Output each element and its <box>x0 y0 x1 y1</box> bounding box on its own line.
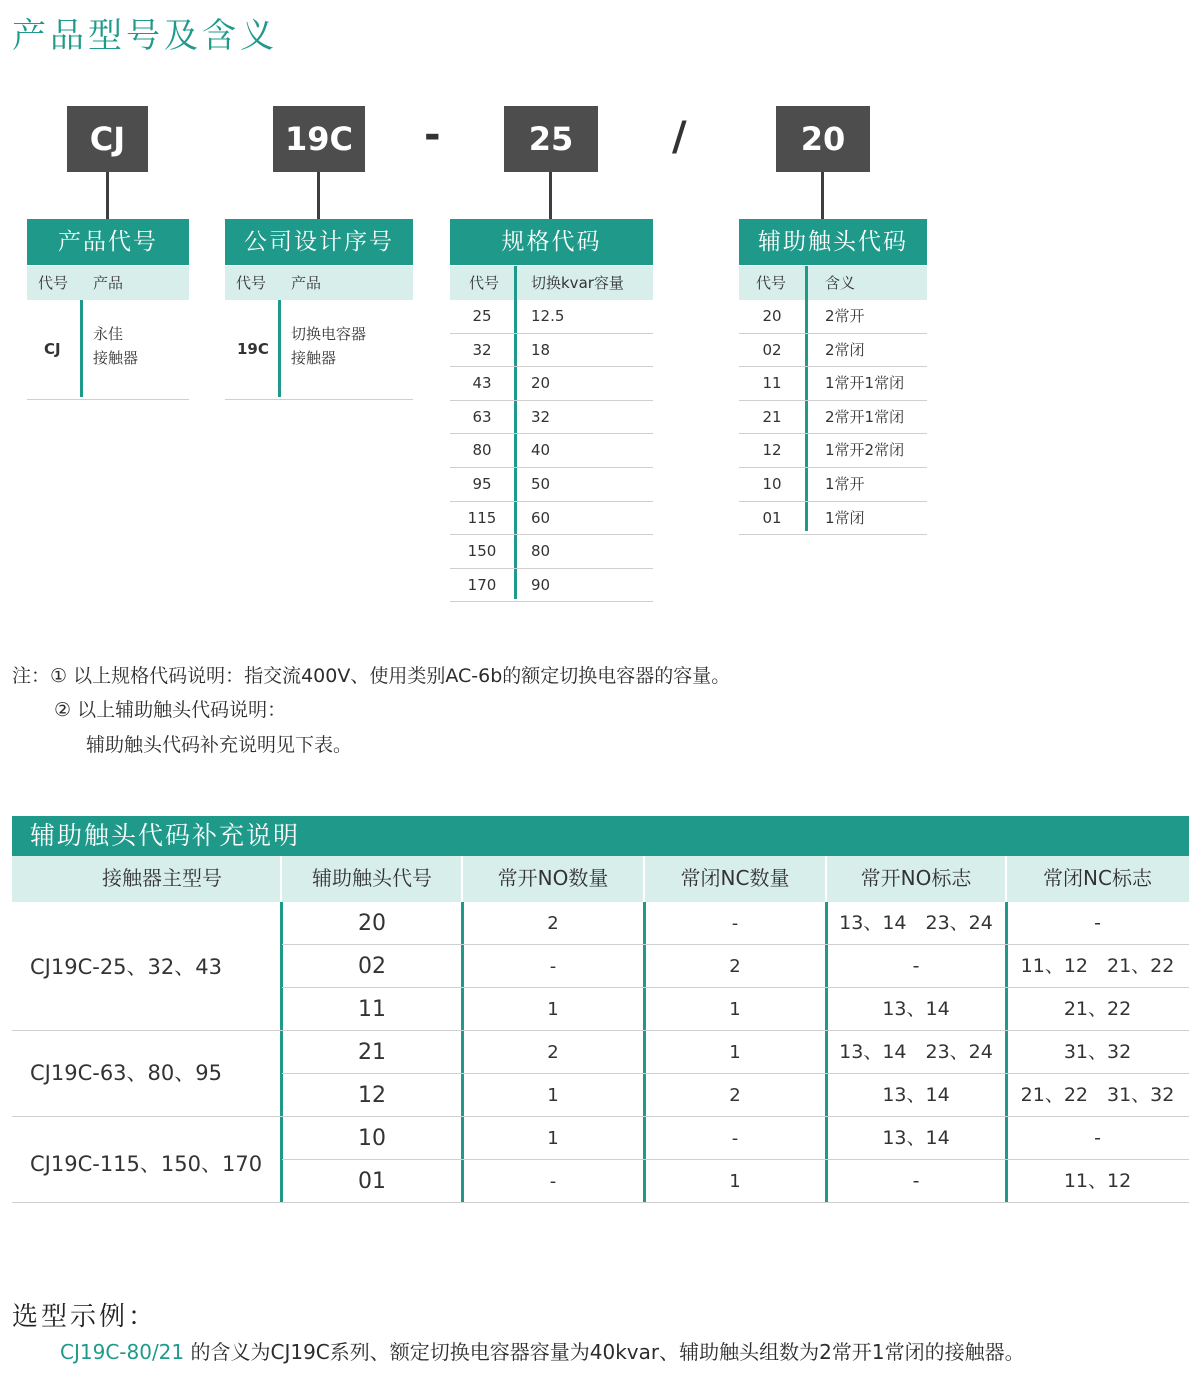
note-line-1: 注：① 以上规格代码说明：指交流400V、使用类别AC-6b的额定切换电容器的容量。 <box>12 665 731 687</box>
example-code: CJ19C-80/21 <box>60 1340 185 1364</box>
slash-separator: / <box>672 114 687 160</box>
spec-code-cell: 43 <box>472 374 492 393</box>
aux-code-subheader <box>739 266 927 300</box>
row-divider <box>450 601 653 602</box>
spec-capacity-cell: 60 <box>531 508 551 527</box>
connector-line <box>106 172 109 219</box>
code-box-cj: CJ <box>67 106 148 172</box>
col-meaning-label: 含义 <box>825 274 856 292</box>
aux-meaning-cell: 1常开 <box>825 475 865 493</box>
connector-line <box>821 172 824 219</box>
product-line2: 接触器 <box>93 349 139 367</box>
note-line-3: 辅助触头代码补充说明见下表。 <box>86 734 353 756</box>
spec-code-cell: 150 <box>467 542 497 561</box>
header-nc-count: 常闭NC数量 <box>680 866 790 890</box>
example-title: 选型示例： <box>12 1302 158 1332</box>
aux-code-cell: 01 <box>358 1169 386 1194</box>
spec-capacity-cell: 90 <box>531 575 551 594</box>
spec-code-cell: 80 <box>472 441 492 460</box>
col-capacity-label: 切换kvar容量 <box>531 274 624 292</box>
no-mark-cell: 13、14 <box>882 1084 950 1106</box>
product-code-subheader <box>27 266 189 300</box>
aux-code-cell: 11 <box>762 374 782 393</box>
no-count-cell: 1 <box>547 1128 559 1149</box>
spec-code-cell: 95 <box>472 475 492 493</box>
nc-mark-cell: - <box>1094 1127 1101 1149</box>
header-aux-code: 辅助触头代号 <box>312 866 432 890</box>
model-group-1: CJ19C-25、32、43 <box>30 955 222 979</box>
aux-code-cell: 20 <box>358 911 386 936</box>
aux-code-cell: 12 <box>762 441 782 460</box>
nc-mark-cell: 11、12 21、22 <box>1020 955 1175 977</box>
aux-code-header: 辅助触头代码 <box>739 219 927 265</box>
spec-code-header: 规格代码 <box>450 219 653 265</box>
aux-code-cell: 20 <box>762 307 782 325</box>
col-code-label: 代号 <box>469 274 500 292</box>
column-divider <box>805 266 808 531</box>
aux-code-cell: 02 <box>358 954 386 979</box>
column-divider <box>278 300 281 397</box>
nc-count-cell: - <box>731 1128 739 1149</box>
nc-count-cell: 1 <box>729 999 741 1020</box>
nc-mark-cell: 21、22 <box>1063 998 1132 1020</box>
aux-code-cell: 10 <box>358 1126 386 1151</box>
product-code-header: 产品代号 <box>27 219 189 265</box>
company-code-value: 19C <box>237 340 269 358</box>
row-divider <box>225 399 413 400</box>
product-code-value: CJ <box>44 340 61 358</box>
spec-capacity-cell: 40 <box>531 441 551 460</box>
note-line-2: ② 以上辅助触头代码说明： <box>54 699 287 721</box>
no-count-cell: - <box>549 956 557 977</box>
no-mark-cell: 13、14 23、24 <box>839 912 993 934</box>
aux-meaning-cell: 2常闭 <box>825 340 865 359</box>
nc-count-cell: - <box>731 913 739 934</box>
nc-mark-cell: - <box>1094 912 1101 934</box>
no-count-cell: 1 <box>547 1085 559 1106</box>
no-mark-cell: - <box>912 1170 920 1192</box>
header-separator <box>643 856 645 902</box>
connector-line <box>549 172 552 219</box>
model-group-3: CJ19C-115、150、170 <box>30 1152 263 1176</box>
row-divider <box>739 534 927 535</box>
aux-meaning-cell: 2常开 <box>825 307 865 325</box>
no-mark-cell: 13、14 <box>882 1127 950 1149</box>
header-separator <box>825 856 827 902</box>
nc-count-cell: 2 <box>729 1085 741 1106</box>
header-separator <box>1005 856 1007 902</box>
aux-code-cell: 01 <box>762 508 782 527</box>
no-mark-cell: 13、14 23、24 <box>839 1041 993 1063</box>
company-line1: 切换电容器 <box>291 325 367 343</box>
aux-code-cell: 21 <box>762 407 782 426</box>
example-text: 的含义为CJ19C系列、额定切换电容器容量为40kvar、辅助触头组数为2常开1常闭的接触器。 <box>184 1340 1025 1364</box>
header-main-model: 接触器主型号 <box>102 866 222 890</box>
spec-capacity-cell: 80 <box>531 542 551 561</box>
supplement-table-title: 辅助触头代码补充说明 <box>12 816 1189 856</box>
no-mark-cell: 13、14 <box>882 998 950 1020</box>
spec-code-cell: 63 <box>472 407 492 426</box>
header-no-count: 常开NO数量 <box>497 866 609 890</box>
col-code-label: 代号 <box>236 274 267 292</box>
nc-mark-cell: 21、22 31、32 <box>1020 1084 1175 1106</box>
col-code-label: 代号 <box>756 274 787 292</box>
nc-count-cell: 1 <box>729 1171 741 1192</box>
company-design-header: 公司设计序号 <box>225 219 413 265</box>
column-divider <box>80 300 83 397</box>
dash-separator: - <box>424 112 441 158</box>
no-count-cell: 1 <box>547 999 559 1020</box>
code-box-25: 25 <box>504 106 598 172</box>
no-count-cell: - <box>549 1171 557 1192</box>
col-code-label: 代号 <box>38 274 69 292</box>
col-product-label: 产品 <box>93 274 124 292</box>
spec-capacity-cell: 20 <box>531 374 551 393</box>
nc-mark-cell: 31、32 <box>1063 1041 1132 1063</box>
code-box-19c: 19C <box>273 106 365 172</box>
aux-code-cell: 12 <box>358 1083 386 1108</box>
spec-capacity-cell: 50 <box>531 475 551 493</box>
col-product-label: 产品 <box>291 274 322 292</box>
spec-code-cell: 25 <box>472 307 492 325</box>
row-divider <box>27 399 189 400</box>
no-mark-cell: - <box>912 955 920 977</box>
nc-mark-cell: 11、12 <box>1063 1170 1132 1192</box>
company-line2: 接触器 <box>291 349 337 367</box>
page-title: 产品型号及含义 <box>12 16 278 56</box>
product-line1: 永佳 <box>93 325 124 343</box>
spec-code-cell: 170 <box>467 575 497 594</box>
aux-meaning-cell: 1常闭 <box>825 508 865 527</box>
nc-count-cell: 2 <box>729 956 741 977</box>
header-separator <box>461 856 463 902</box>
aux-code-cell: 11 <box>358 997 386 1022</box>
aux-meaning-cell: 1常开2常闭 <box>825 441 905 460</box>
spec-code-subheader <box>450 266 653 300</box>
header-separator <box>280 856 282 902</box>
aux-code-cell: 10 <box>762 475 782 493</box>
header-no-mark: 常开NO标志 <box>860 866 972 890</box>
no-count-cell: 2 <box>547 1042 559 1063</box>
connector-line <box>317 172 320 219</box>
spec-code-cell: 32 <box>472 340 492 359</box>
aux-meaning-cell: 2常开1常闭 <box>825 407 905 426</box>
nc-count-cell: 1 <box>729 1042 741 1063</box>
spec-capacity-cell: 12.5 <box>531 307 565 325</box>
company-design-subheader <box>225 266 413 300</box>
aux-meaning-cell: 1常开1常闭 <box>825 374 905 393</box>
spec-capacity-cell: 32 <box>531 407 551 426</box>
aux-code-cell: 21 <box>358 1040 386 1065</box>
no-count-cell: 2 <box>547 913 559 934</box>
spec-capacity-cell: 18 <box>531 340 551 359</box>
spec-code-cell: 115 <box>467 508 497 527</box>
model-group-2: CJ19C-63、80、95 <box>30 1061 222 1085</box>
example-line <box>60 1336 1025 1365</box>
header-nc-mark: 常闭NC标志 <box>1043 866 1152 890</box>
code-box-20: 20 <box>776 106 870 172</box>
aux-code-cell: 02 <box>762 340 782 359</box>
